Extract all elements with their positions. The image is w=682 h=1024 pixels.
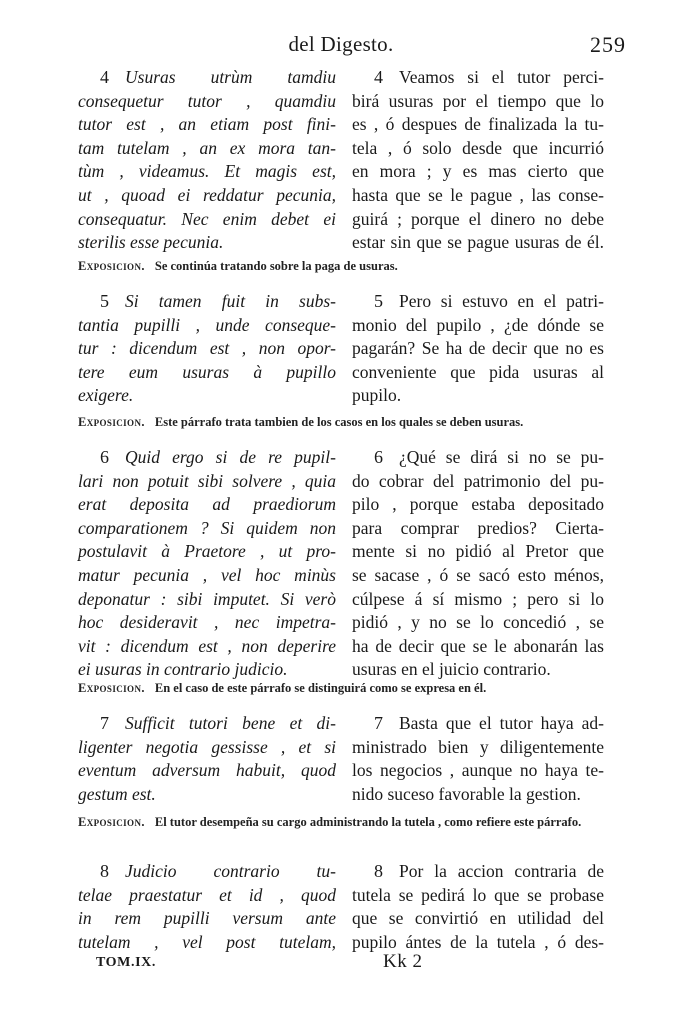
spanish-line: estar sin que se pague usuras de él. <box>352 232 604 253</box>
latin-line: consequetur tutor , quamdiu <box>78 90 336 111</box>
latin-line: deponatur : sibi imputet. Si verò <box>78 588 336 609</box>
exposicion-note <box>78 414 608 430</box>
spanish-line: pagarán? Se ha de decir que no es <box>352 338 604 359</box>
spanish-line: para comprar predios? Cierta- <box>352 517 604 538</box>
spanish-line: conveniente que pida usuras al <box>352 361 604 382</box>
signature-mark: Kk 2 <box>383 951 423 972</box>
spanish-line: pidió , y no se lo concedió , se <box>352 612 604 633</box>
latin-column <box>78 860 336 954</box>
paragraph-number: 5 <box>100 291 109 311</box>
spanish-line: tutela se pedirá lo que se probase <box>352 884 604 905</box>
spanish-line: ministrado bien y diligentemente <box>352 736 604 757</box>
spanish-column <box>352 712 604 806</box>
latin-line: 6 Quid ergo si de re pupil- <box>78 446 336 470</box>
page-number: 259 <box>590 32 626 57</box>
paragraph-number: 7 <box>374 713 383 733</box>
exposicion-label: Exposicion. <box>78 259 145 273</box>
latin-column <box>78 66 336 255</box>
latin-line: 7 Sufficit tutori bene et di- <box>78 712 336 736</box>
latin-line: erat deposita ad praediorum <box>78 494 336 515</box>
spanish-column <box>352 66 604 255</box>
exposicion-label: Exposicion. <box>78 815 145 829</box>
spanish-line: mente si no pidió al Pretor que <box>352 541 604 562</box>
latin-line: matur pecunia , vel hoc minùs <box>78 564 336 585</box>
spanish-line: se sacase , ó se sacó esto ménos, <box>352 564 604 585</box>
latin-line: 4 Usuras utrùm tamdiu <box>78 66 336 90</box>
latin-line: in rem pupilli versum ante <box>78 908 336 929</box>
paragraph-number: 6 <box>374 447 383 467</box>
spanish-line: los negocios , aunque no haya te- <box>352 760 604 781</box>
running-header-title: del Digesto. <box>288 32 394 56</box>
latin-line: comparationem ? Si quidem non <box>78 517 336 538</box>
volume-label: TOM.IX. <box>96 955 156 970</box>
spanish-column <box>352 290 604 408</box>
spanish-line: en mora ; y es mas cierto que <box>352 161 604 182</box>
latin-column <box>78 290 336 408</box>
latin-line: sterilis esse pecunia. <box>78 232 224 253</box>
spanish-column <box>352 446 604 682</box>
spanish-line: pupilo ántes de la tutela , ó des- <box>352 931 604 952</box>
latin-line: gestum est. <box>78 783 156 804</box>
spanish-line: hasta que se le pague , las conse- <box>352 184 604 205</box>
spanish-line: guirá ; porque el dinero no debe <box>352 208 604 229</box>
spanish-line: es , ó despues de finalizada la tu- <box>352 114 604 135</box>
exposicion-label: Exposicion. <box>78 415 145 429</box>
exposicion-note <box>78 258 608 274</box>
latin-line: 5 Si tamen fuit in subs- <box>78 290 336 314</box>
exposicion-text: Este párrafo trata tambien de los casos en los quales se deben usuras. <box>154 415 524 429</box>
spanish-line: 5 Pero si estuvo en el patri- <box>352 290 604 314</box>
latin-line: vit : dicendum est , non deperire <box>78 635 336 656</box>
latin-column <box>78 712 336 806</box>
spanish-line: pupilo. <box>352 385 402 406</box>
latin-line: telae praestatur et id , quod <box>78 884 336 905</box>
latin-line: postulavit à Praetore , ut pro- <box>78 541 336 562</box>
paragraph-number: 4 <box>100 67 109 87</box>
latin-line: exigere. <box>78 385 134 406</box>
latin-line: tur : dicendum est , non opor- <box>78 338 336 359</box>
spanish-line: 7 Basta que el tutor haya ad- <box>352 712 604 736</box>
latin-line: tutor est , an etiam post fini- <box>78 114 336 135</box>
latin-line: ut , quoad ei reddatur pecunia, <box>78 184 336 205</box>
exposicion-label: Exposicion. <box>78 681 145 695</box>
paragraph-number: 4 <box>374 67 383 87</box>
latin-line: tere eum usuras à pupillo <box>78 361 336 382</box>
exposicion-text: Se continúa tratando sobre la paga de usuras. <box>154 259 398 273</box>
exposicion-note <box>78 680 608 696</box>
latin-line: tam tutelam , an ex mora tan- <box>78 137 336 158</box>
latin-line: 8 Judicio contrario tu- <box>78 860 336 884</box>
spanish-line: cúlpese á sí mismo ; pero si lo <box>352 588 604 609</box>
paragraph-number: 7 <box>100 713 109 733</box>
paragraph-number: 8 <box>374 861 383 881</box>
latin-line: eventum adversum habuit, quod <box>78 760 336 781</box>
paragraph-number: 5 <box>374 291 383 311</box>
latin-line: tantia pupilli , unde conseque- <box>78 314 336 335</box>
exposicion-note <box>78 814 608 830</box>
latin-line: lari non potuit sibi solvere , quia <box>78 470 336 491</box>
latin-column <box>78 446 336 682</box>
spanish-line: usuras en el juicio contrario. <box>352 659 551 680</box>
spanish-line: ha de decir que se le abonarán las <box>352 635 604 656</box>
spanish-line: 6 ¿Qué se dirá si no se pu- <box>352 446 604 470</box>
spanish-line: 4 Veamos si el tutor perci- <box>352 66 604 90</box>
latin-line: hoc desideravit , nec impetra- <box>78 612 336 633</box>
spanish-line: que se convirtió en utilidad del <box>352 908 604 929</box>
spanish-line: monio del pupilo , ¿de dónde se <box>352 314 604 335</box>
exposicion-text: El tutor desempeña su cargo administrando la tutela , como refiere este párrafo. <box>154 815 582 829</box>
spanish-line: nido suceso favorable la gestion. <box>352 783 581 804</box>
latin-line: ligenter negotia gessisse , et si <box>78 736 336 757</box>
spanish-line: pilo , porque estaba depositado <box>352 494 604 515</box>
spanish-line: birá usuras por el tiempo que lo <box>352 90 604 111</box>
latin-line: tutelam , vel post tutelam, <box>78 931 336 952</box>
exposicion-text: En el caso de este párrafo se distinguirá como se expresa en él. <box>154 681 487 695</box>
spanish-line: tela , ó solo desde que incurrió <box>352 137 604 158</box>
paragraph-number: 6 <box>100 447 109 467</box>
paragraph-number: 8 <box>100 861 109 881</box>
latin-line: ei usuras in contrario judicio. <box>78 659 288 680</box>
spanish-column <box>352 860 604 954</box>
spanish-line: do cobrar del patrimonio del pu- <box>352 470 604 491</box>
latin-line: consequatur. Nec enim debet ei <box>78 208 336 229</box>
latin-line: tùm , videamus. Et magis est, <box>78 161 336 182</box>
spanish-line: 8 Por la accion contraria de <box>352 860 604 884</box>
